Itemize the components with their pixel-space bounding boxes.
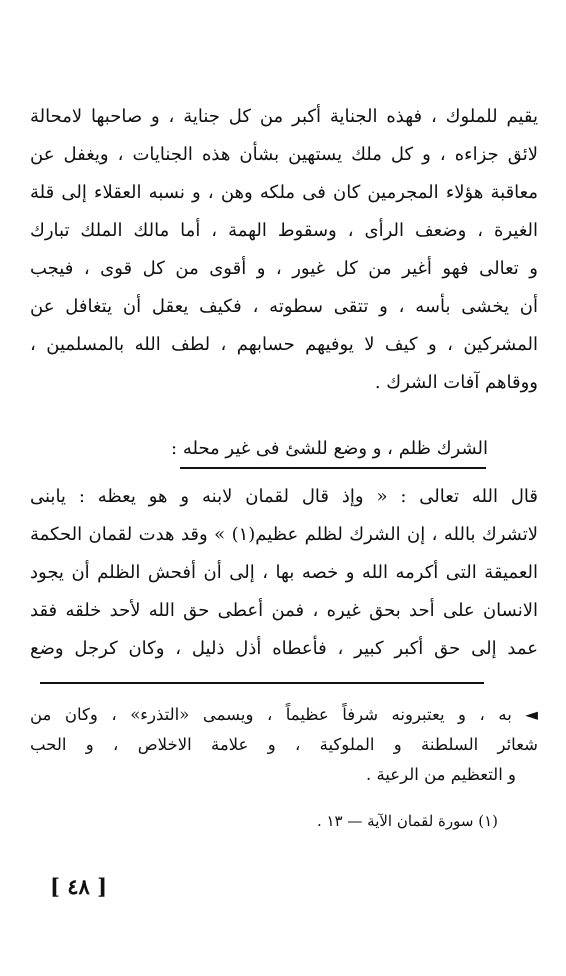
text-line: الانسان على أحد بحق غيره ، فمن أعطى حق الله لأحد خلقه فقد	[30, 600, 538, 621]
text-line: الغيرة ، وضعف الرأى ، وسقوط الهمة ، أما مالك الملك تبارك	[30, 220, 538, 241]
text-line: لاتشرك بالله ، إن الشرك لظلم عظيم(١) » وقد هدت لقمان الحكمة	[30, 524, 538, 545]
quran-paragraph	[30, 478, 538, 668]
heading-underline	[180, 467, 486, 469]
text-line: شعائر السلطنة و الملوكية ، و علامة الاخلاص ، و الحب	[30, 735, 538, 754]
footnote-continuation	[30, 700, 538, 790]
section-heading: الشرك ظلم ، و وضع للشئ فى غير محله :	[171, 438, 488, 459]
text-line: ووقاهم آفات الشرك .	[374, 372, 538, 393]
section-heading-container	[171, 434, 488, 464]
text-line: معاقبة هؤلاء المجرمين كان فى ملكه وهن ، و نسبه العقلاء إلى قلة	[30, 182, 538, 203]
page-number: [ ٤٨ ]	[50, 874, 108, 899]
text-line: ◄ به ، و يعتبرونه شرفاً عظيماً ، ويسمى «التذرء» ، وكان من	[30, 705, 538, 724]
main-paragraph	[30, 98, 538, 402]
text-line: قال الله تعالى : « وإذ قال لقمان لابنه و هو يعظه : يابنى	[30, 486, 538, 507]
footnote-reference: (١) سورة لقمان الآية — ١٣ .	[316, 812, 498, 830]
text-line: المشركين ، و كيف لا يوفيهم حسابهم ، لطف الله بالمسلمين ،	[30, 334, 538, 355]
text-line: و التعظيم من الرعية .	[365, 765, 516, 784]
text-line: يقيم للملوك ، فهذه الجناية أكبر من كل جناية ، و صاحبها لامحالة	[30, 106, 538, 127]
footnote-divider	[40, 682, 484, 684]
text-line: العميقة التى أكرمه الله و خصه بها ، إلى أن أفحش الظلم أن يجود	[30, 562, 538, 583]
text-line: أن يخشى بأسه ، و تتقى سطوته ، فكيف يعقل أن يتغافل عن	[30, 296, 538, 317]
text-line: و تعالى فهو أغير من كل غيور ، و أقوى من كل قوى ، فيجب	[30, 258, 538, 279]
text-line: عمد إلى حق أكبر كبير ، فأعطاه أذل ذليل ، وكان كرجل وضع	[30, 638, 538, 659]
text-line: لائق جزاءه ، و كل ملك يستهين بشأن هذه الجنايات ، ويغفل عن	[30, 144, 538, 165]
